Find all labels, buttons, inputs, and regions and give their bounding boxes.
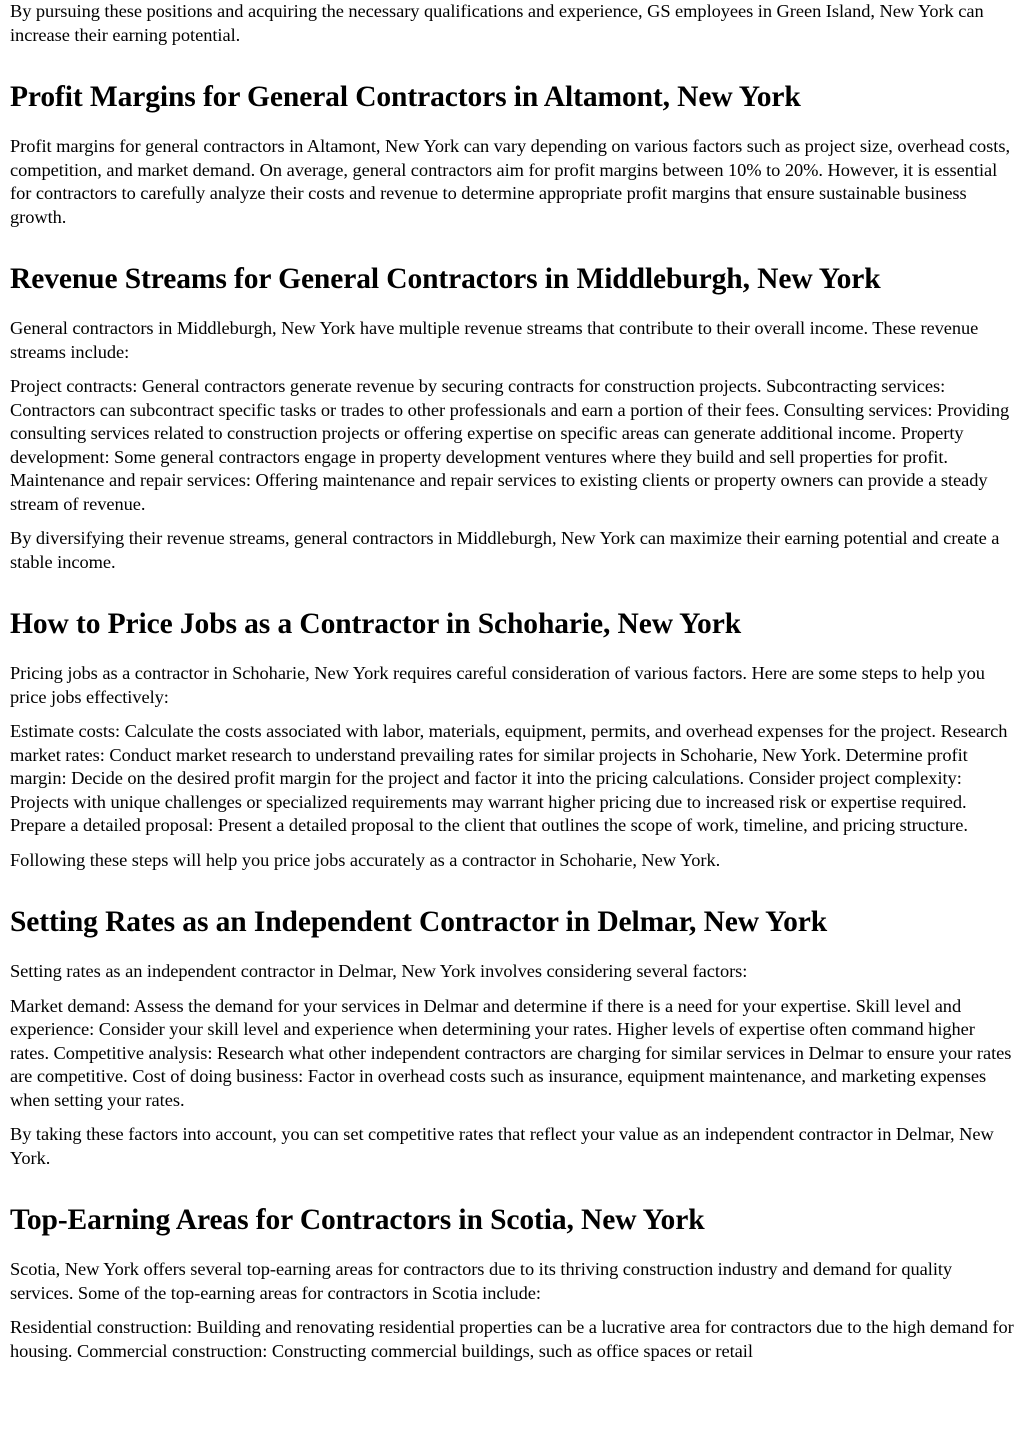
section-heading: Setting Rates as an Independent Contractor in Delmar, New York bbox=[10, 906, 828, 938]
section-setting-rates bbox=[10, 905, 1015, 1170]
intro-paragraph: By pursuing these positions and acquiring the necessary qualifications and experience, GS employees in Green Island, New York can increase their earning potential. bbox=[10, 1, 984, 45]
section-paragraph: Pricing jobs as a contractor in Schoharie, New York requires careful consideration of various factors. Here are some steps to help you price jobs effectively: bbox=[10, 663, 985, 707]
section-revenue-streams bbox=[10, 262, 1015, 574]
section-paragraph: By diversifying their revenue streams, general contractors in Middleburgh, New York can maximize their earning potential and create a stable income. bbox=[10, 528, 1000, 572]
section-top-earning-areas bbox=[10, 1203, 1015, 1363]
section-paragraph: Project contracts: General contractors generate revenue by securing contracts for construction projects. Subcontracting services: Contractors can subcontract specific tasks or trades to other professionals and earn a portion of their fees. Consulting services: Providing consulting services related to construction projects or offering expertise on specific areas can generate additional income. Property development: Some general contractors engage in property development ventures where they build and sell properties for profit. Maintenance and repair services: Offering maintenance and repair services to existing clients or property owners can provide a steady stream of revenue. bbox=[10, 376, 1010, 514]
section-heading: Top-Earning Areas for Contractors in Scotia, New York bbox=[10, 1204, 705, 1236]
section-heading: Profit Margins for General Contractors in Altamont, New York bbox=[10, 81, 801, 113]
section-paragraph: Estimate costs: Calculate the costs associated with labor, materials, equipment, permits, and overhead expenses for the project. Research market rates: Conduct market research to understand prevailing rates for similar projects in Schoharie, New York. Determine profit margin: Decide on the desired profit margin for the project and factor it into the pricing calculations. Consider project complexity: Projects with unique challenges or specialized requirements may warrant higher pricing due to increased risk or expertise required. Prepare a detailed proposal: Present a detailed proposal to the client that outlines the scope of work, timeline, and pricing structure. bbox=[10, 721, 1008, 835]
section-heading: How to Price Jobs as a Contractor in Schoharie, New York bbox=[10, 608, 742, 640]
section-paragraph: Scotia, New York offers several top-earning areas for contractors due to its thriving construction industry and demand for quality services. Some of the top-earning areas for contractors in Scotia include: bbox=[10, 1259, 953, 1303]
section-profit-margins bbox=[10, 80, 1015, 229]
section-price-jobs bbox=[10, 607, 1015, 872]
section-paragraph: General contractors in Middleburgh, New York have multiple revenue streams that contribute to their overall income. These revenue streams include: bbox=[10, 318, 979, 362]
section-heading: Revenue Streams for General Contractors in Middleburgh, New York bbox=[10, 263, 881, 295]
section-paragraph: Market demand: Assess the demand for your services in Delmar and determine if there is a need for your expertise. Skill level and experience: Consider your skill level and experience when determining your rates. Higher levels of expertise often command higher rates. Competitive analysis: Research what other independent contractors are charging for similar services in Delmar to ensure your rates are competitive. Cost of doing business: Factor in overhead costs such as insurance, equipment maintenance, and marketing expenses when setting your rates. bbox=[10, 995, 1012, 1110]
section-paragraph: Following these steps will help you price jobs accurately as a contractor in Schoharie, New York. bbox=[10, 849, 721, 870]
section-paragraph: Residential construction: Building and renovating residential properties can be a lucrative area for contractors due to the high demand for housing. Commercial construction: Constructing commercial buildings, such as office spaces or retail bbox=[10, 1317, 1014, 1361]
section-paragraph: By taking these factors into account, you can set competitive rates that reflect your value as an independent contractor in Delmar, New York. bbox=[10, 1124, 994, 1168]
section-paragraph: Setting rates as an independent contractor in Delmar, New York involves considering several factors: bbox=[10, 961, 748, 981]
section-paragraph: Profit margins for general contractors in Altamont, New York can vary depending on various factors such as project size, overhead costs, competition, and market demand. On average, general contractors aim for profit margins between 10% to 20%. However, it is essential for contractors to carefully analyze their costs and revenue to determine appropriate profit margins that ensure sustainable business growth. bbox=[10, 136, 1010, 227]
